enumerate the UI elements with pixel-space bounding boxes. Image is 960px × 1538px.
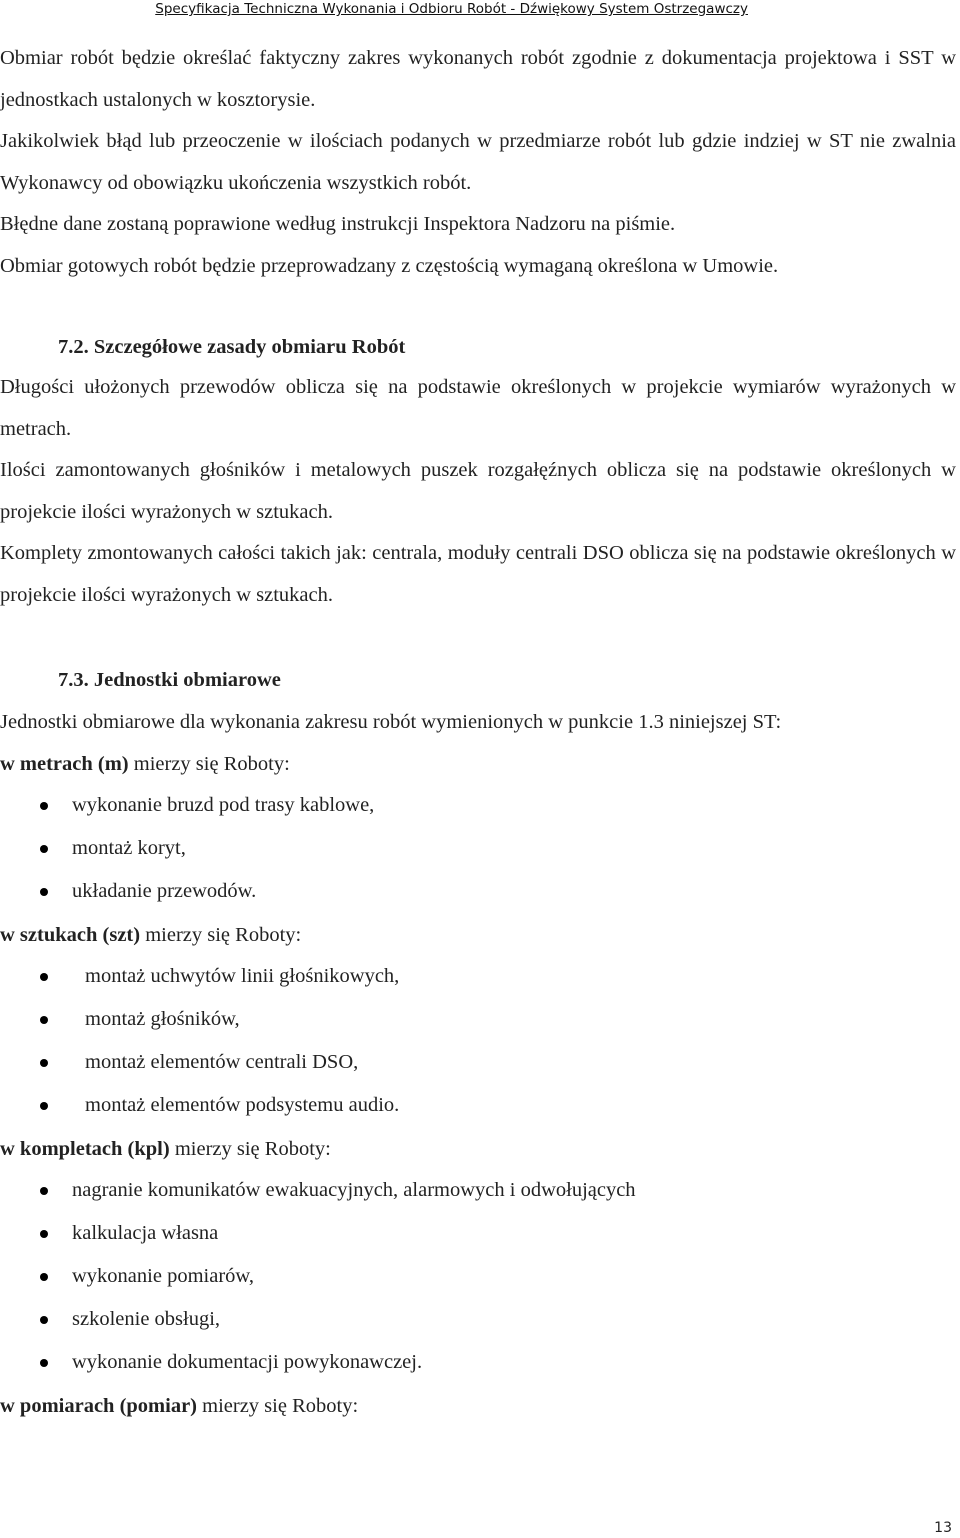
paragraph: Komplety zmontowanych całości takich jak: centrala, moduły centrali DSO oblicza się na podstawie określonych w projekcie ilości wyrażonych w sztukach. (0, 542, 956, 606)
list-sztukach (0, 955, 956, 1127)
section-heading-7-2: 7.2. Szczegółowe zasady obmiaru Robót (58, 336, 406, 358)
list-item: montaż elementów podsystemu audio. (0, 1084, 956, 1127)
section-heading-7-3: 7.3. Jednostki obmiarowe (58, 669, 281, 691)
page-header (0, 0, 960, 22)
list-item: wykonanie bruzd pod trasy kablowe, (0, 784, 956, 827)
list-item: układanie przewodów. (0, 870, 956, 913)
bullet-icon (40, 845, 48, 853)
list-item: wykonanie pomiarów, (0, 1255, 956, 1298)
paragraph: Błędne dane zostaną poprawione według instrukcji Inspektora Nadzoru na piśmie. (0, 213, 676, 235)
paragraph: Długości ułożonych przewodów oblicza się na podstawie określonych w projekcie wymiarów wyrażonych w metrach. (0, 376, 956, 440)
page-number: 13 (934, 1520, 952, 1536)
list-item: montaż uchwytów linii głośnikowych, (0, 955, 956, 998)
list-item: montaż elementów centrali DSO, (0, 1041, 956, 1084)
bullet-icon (40, 1059, 48, 1067)
list-kompletach (0, 1169, 956, 1384)
bullet-icon (40, 1316, 48, 1324)
bullet-icon (40, 973, 48, 981)
bullet-icon (40, 1102, 48, 1110)
measure-heading-sztukach: w sztukach (szt) mierzy się Roboty: (0, 924, 302, 946)
paragraph: Jednostki obmiarowe dla wykonania zakresu robót wymienionych w punkcie 1.3 niniejszej ST: (0, 711, 782, 733)
paragraph: Ilości zamontowanych głośników i metalowych puszek rozgałęźnych oblicza się na podstawie określonych w projekcie ilości wyrażonych w sztukach. (0, 459, 956, 523)
paragraph: Jakikolwiek błąd lub przeoczenie w ilościach podanych w przedmiarze robót lub gdzie indziej w ST nie zwalnia Wykonawcy od obowiązku ukończenia wszystkich robót. (0, 130, 956, 194)
list-item: szkolenie obsługi, (0, 1298, 956, 1341)
unit-label: w pomiarach (pomiar) (0, 1395, 198, 1417)
list-item: montaż głośników, (0, 998, 956, 1041)
document-body (0, 38, 956, 1426)
list-metrach (0, 784, 956, 913)
list-item: nagranie komunikatów ewakuacyjnych, alarmowych i odwołujących (0, 1169, 956, 1212)
paragraph: Obmiar gotowych robót będzie przeprowadzany z częstością wymaganą określona w Umowie. (0, 254, 779, 277)
bullet-icon (40, 1230, 48, 1238)
list-item: wykonanie dokumentacji powykonawczej. (0, 1341, 956, 1384)
measure-heading-kompletach: w kompletach (kpl) mierzy się Roboty: (0, 1138, 331, 1160)
measure-heading-pomiarach: w pomiarach (pomiar) mierzy się Roboty: (0, 1395, 359, 1417)
bullet-icon (40, 1187, 48, 1195)
bullet-icon (40, 888, 48, 896)
unit-label: w kompletach (kpl) (0, 1138, 170, 1160)
bullet-icon (40, 1359, 48, 1367)
bullet-icon (40, 802, 48, 810)
list-item: montaż koryt, (0, 827, 956, 870)
paragraph: Obmiar robót będzie określać faktyczny zakres wykonanych robót zgodnie z dokumentacja projektowa i SST w jednostkach ustalonych w kosztorysie. (0, 47, 956, 111)
unit-label: w metrach (m) (0, 753, 129, 775)
unit-label: w sztukach (szt) (0, 924, 141, 946)
document-title: Specyfikacja Techniczna Wykonania i Odbioru Robót - Dźwiękowy System Ostrzegawczy (155, 1, 748, 17)
measure-heading-metrach: w metrach (m) mierzy się Roboty: (0, 753, 290, 775)
list-item: kalkulacja własna (0, 1212, 956, 1255)
bullet-icon (40, 1273, 48, 1281)
bullet-icon (40, 1016, 48, 1024)
